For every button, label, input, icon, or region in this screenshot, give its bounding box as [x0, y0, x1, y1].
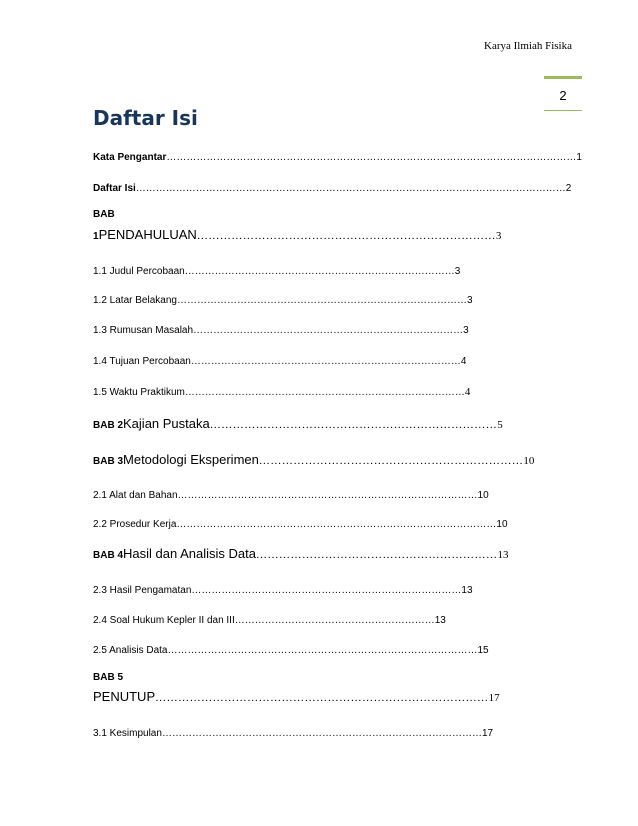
toc-leader: …………………………………………………………………………………… — [176, 519, 497, 530]
toc-entry-2-1 — [93, 486, 489, 502]
toc-page: 4 — [464, 386, 471, 398]
toc-bab-5-label: BAB 5 — [93, 672, 124, 683]
toc-label: 2.5 Analisis Data — [93, 645, 168, 656]
running-header: Karya Ilmiah Fisika — [484, 40, 572, 52]
toc-leader: …………………………………………………………………………… — [176, 295, 467, 306]
toc-page: 15 — [477, 645, 489, 656]
toc-label: BAB 3 — [93, 456, 124, 467]
toc-label: Daftar Isi — [93, 183, 136, 194]
toc-page: 5 — [497, 419, 503, 431]
toc-chapter-title: Hasil dan Analisis Data — [123, 546, 256, 561]
toc-leader: ………………………………………………………………………………………………………………… — [135, 183, 566, 194]
toc-chapter-title: Metodologi Eksperimen — [123, 452, 259, 467]
toc-leader: …………………………………………………… — [234, 615, 435, 626]
toc-label: 2.2 Prosedur Kerja — [93, 519, 177, 530]
toc-leader: ……………………………………………………………………………… — [177, 490, 478, 501]
toc-entry-1-1 — [93, 262, 460, 278]
toc-entry-1-5 — [93, 383, 470, 399]
toc-label: BAB 2 — [93, 420, 124, 431]
toc-label: 2.4 Soal Hukum Kepler II dan III — [93, 615, 235, 626]
toc-page: 17 — [481, 728, 494, 739]
toc-label: 2.3 Hasil Pengamatan — [93, 585, 192, 596]
toc-leader: ……………………………………………………………………… — [193, 325, 464, 336]
toc-entry-1-4 — [93, 352, 466, 368]
toc-entry-bab-2 — [93, 416, 503, 432]
toc-leader: ………………………………………………………………………… — [184, 387, 465, 398]
toc-chapter-title: Kajian Pustaka — [123, 416, 210, 431]
toc-page: 2 — [565, 183, 572, 194]
toc-entry-kata-pengantar — [93, 148, 582, 164]
toc-leader: ……………………………………………………………………… — [184, 266, 455, 277]
toc-page: 17 — [488, 692, 500, 704]
toc-entry-1-2 — [93, 291, 473, 307]
toc-leader: …………………………………………………………… — [258, 455, 524, 467]
toc-leader: ………………………………………………………………………………… — [167, 645, 478, 656]
toc-chapter-title: PENDAHULUAN — [98, 227, 197, 242]
toc-leader: …………………………………………………………………………………… — [161, 728, 482, 739]
toc-entry-bab-3 — [93, 452, 534, 468]
page-number: 2 — [559, 88, 567, 103]
toc-leader: ……………………………………………………………………… — [190, 356, 461, 367]
toc-chapter-title: PENUTUP — [93, 689, 156, 704]
toc-leader: …………………………………………………………………………… — [155, 692, 489, 704]
toc-entry-1-3 — [93, 321, 469, 337]
toc-label: BAB 4 — [93, 550, 124, 561]
toc-entry-bab-5 — [93, 689, 500, 705]
toc-entry-2-4 — [93, 611, 446, 627]
toc-label: 1.4 Tujuan Percobaan — [93, 356, 191, 367]
toc-label: 1.1 Judul Percobaan — [93, 266, 185, 277]
toc-entry-bab-1 — [93, 227, 501, 243]
toc-chapter-number: 1 — [93, 231, 99, 242]
toc-label: 1.2 Latar Belakang — [93, 295, 177, 306]
toc-leader: …………………………………………………………………………………………………………… — [166, 152, 577, 163]
toc-page: 3 — [463, 325, 469, 336]
toc-label: 1.5 Waktu Praktikum — [93, 387, 185, 398]
toc-label: Kata Pengantar — [93, 152, 167, 163]
toc-page: 3 — [454, 266, 461, 277]
toc-page: 10 — [523, 455, 535, 467]
toc-page: 10 — [477, 490, 489, 501]
toc-page: 13 — [434, 615, 446, 626]
toc-leader: ………………………………………………………………… — [209, 419, 498, 431]
toc-leader: …………………………………………………………………… — [196, 230, 496, 242]
toc-leader: ……………………………………………………………………… — [191, 585, 462, 596]
toc-page: 3 — [495, 230, 502, 242]
toc-entry-2-5 — [93, 641, 489, 657]
toc-entry-2-3 — [93, 581, 473, 597]
toc-entry-2-2 — [93, 515, 508, 531]
toc-leader: ……………………………………………………… — [255, 549, 498, 561]
toc-entry-3-1 — [93, 724, 493, 740]
toc-entry-bab-4 — [93, 546, 508, 562]
page-title: Daftar Isi — [93, 106, 198, 130]
toc-label: 2.1 Alat dan Bahan — [93, 490, 178, 501]
toc-page: 10 — [496, 519, 508, 530]
toc-label: 1.3 Rumusan Masalah — [93, 325, 194, 336]
toc-page: 13 — [497, 549, 509, 561]
toc-entry-daftar-isi — [93, 179, 571, 195]
page-number-box — [544, 76, 582, 111]
toc-page: 3 — [466, 295, 473, 306]
toc-bab-label: BAB — [93, 209, 115, 220]
toc-page: 1 — [576, 152, 582, 163]
toc-label: 3.1 Kesimpulan — [93, 728, 162, 739]
toc-page: 13 — [461, 585, 473, 596]
toc-page: 4 — [460, 356, 467, 367]
